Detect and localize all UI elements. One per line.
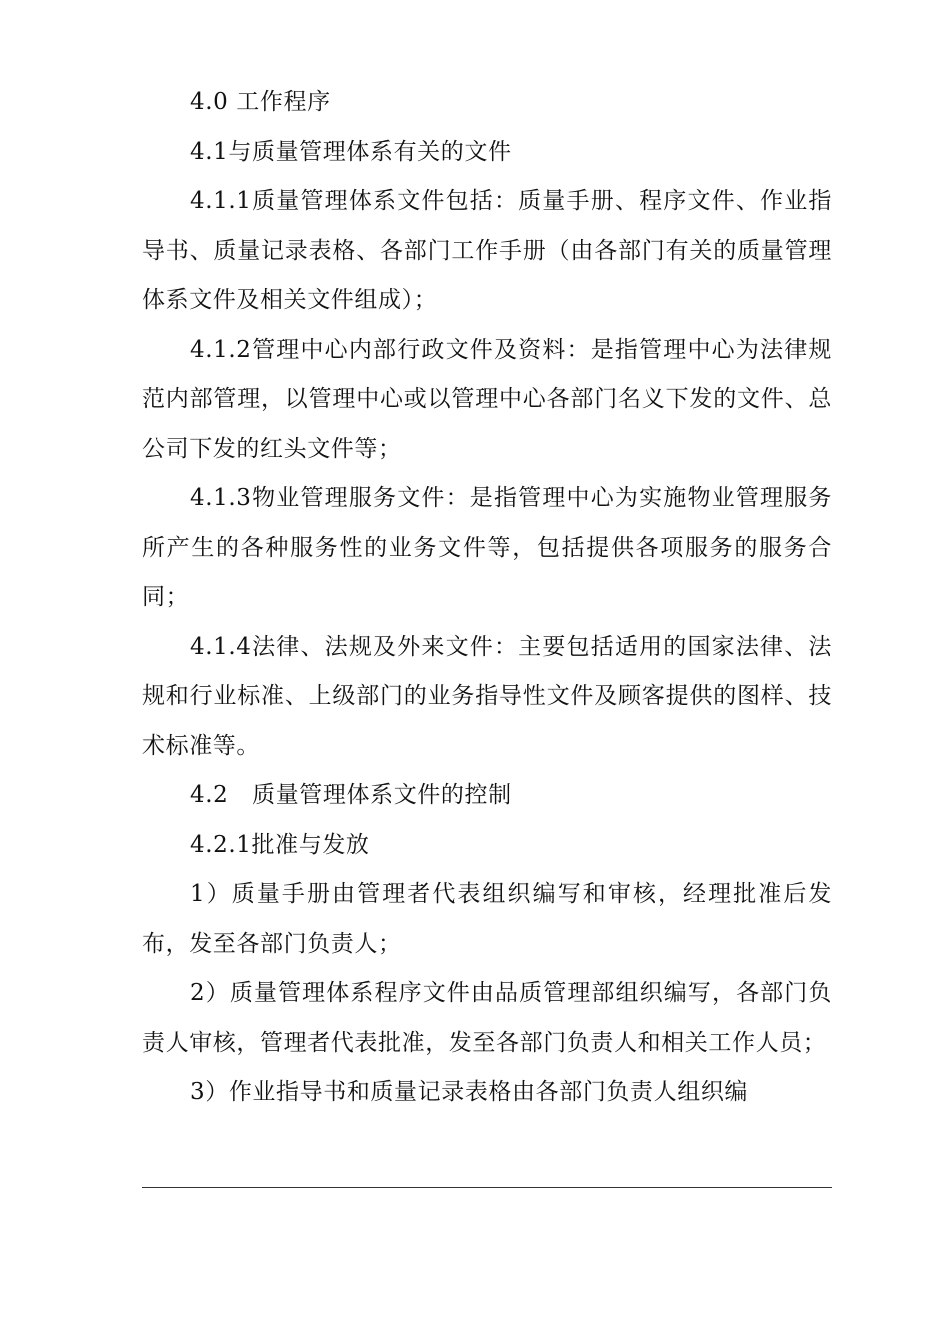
section-heading-4-2: 4.2 质量管理体系文件的控制: [190, 782, 512, 808]
subsection-heading-4-2-1: 4.2.1批准与发放: [190, 831, 370, 858]
list-item-2: 2）质量管理体系程序文件由品质管理部组织编写，各部门负责人审核，管理者代表批准，发至各部门负责人和相关工作人员；: [142, 980, 832, 1056]
list-item-1: 1）质量手册由管理者代表组织编写和审核，经理批准后发布，发至各部门负责人；: [142, 881, 832, 957]
section-heading-4-0: 4.0 工作程序: [190, 89, 331, 115]
paragraph-4-1-4: 4.1.4法律、法规及外来文件：主要包括适用的国家法律、法规和行业标准、上级部门的业务指导性文件及顾客提供的图样、技术标准等。: [142, 633, 832, 759]
list-item-3: 3）作业指导书和质量记录表格由各部门负责人组织编: [190, 1079, 749, 1105]
footer-divider: [142, 1187, 832, 1188]
section-heading-4-1: 4.1与质量管理体系有关的文件: [190, 138, 512, 165]
paragraph-4-1-2: 4.1.2管理中心内部行政文件及资料：是指管理中心为法律规范内部管理，以管理中心或以管理中心各部门名义下发的文件、总公司下发的红头文件等；: [142, 336, 832, 462]
paragraph-4-1-1: 4.1.1质量管理体系文件包括：质量手册、程序文件、作业指导书、质量记录表格、各部门工作手册（由各部门有关的质量管理体系文件及相关文件组成）；: [142, 188, 832, 313]
document-body: [142, 78, 832, 1118]
paragraph-4-1-3: 4.1.3物业管理服务文件：是指管理中心为实施物业管理服务所产生的各种服务性的业务文件等，包括提供各项服务的服务合同；: [142, 485, 832, 610]
